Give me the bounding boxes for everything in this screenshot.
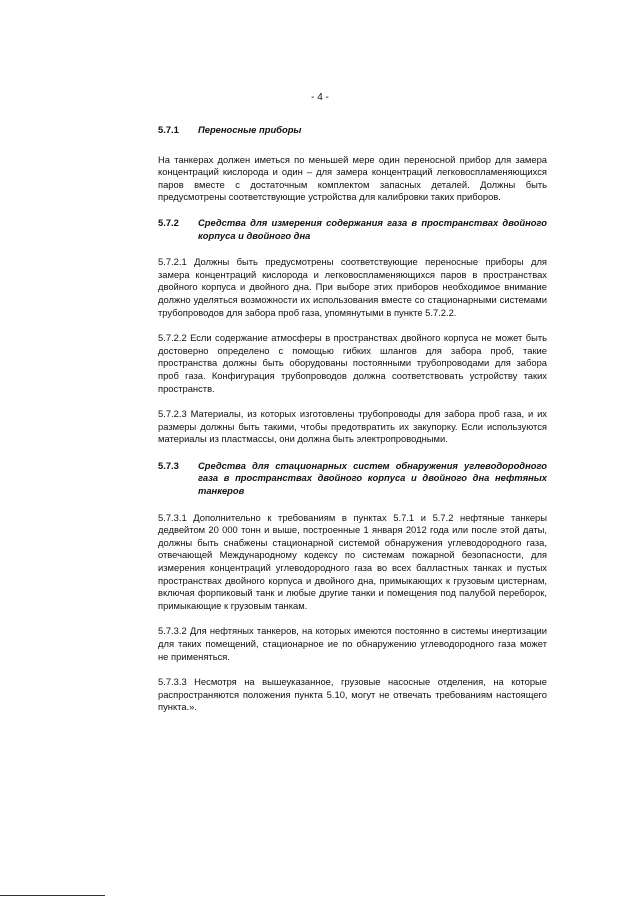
- section-title: Средства для измерения содержания газа в пространствах двойного корпуса и двойного дна: [198, 216, 547, 241]
- paragraph-5-7-3-1: 5.7.3.1 Дополнительно к требованиям в пунктах 5.7.1 и 5.7.2 нефтяные танкеры дедвейтом 20 000 тонн и выше, построенные 1 января 2012 года или после этой даты, должны быть снабжены стационарной системой обнаружения углеводородного газа, отвечающей Международному кодексу по системам пожарной безопасности, для измерения концентраций углеводородного газа во всех балластных танках и пустых пространствах двойного корпуса и двойного дна, примыкающих к грузовым цистернам, включая форпиковый танк и любые другие танки и помещения под палубой переборок, примыкающие к грузовым танкам.: [158, 511, 547, 611]
- section-heading-5-7-2: [158, 217, 547, 242]
- page-number: - 4 -: [311, 92, 329, 103]
- paragraph-5-7-3-2: 5.7.3.2 Для нефтяных танкеров, на которых имеются постоянно в системы инертизации для таких помещений, стационарное ие по обнаружению углеводородного газа может не применяться.: [158, 625, 547, 662]
- paragraph-5-7-2-2: 5.7.2.2 Если содержание атмосферы в пространствах двойного корпуса не может быть достоверно определено с помощью гибких шлангов для забора проб, такие пространства должны быть оборудованы постоянными трубопроводами для забора проб газа. Конфигурация трубопроводов должна соответствовать устройству таких пространств.: [158, 332, 547, 394]
- paragraph-5-7-1: На танкерах должен иметься по меньшей мере один переносной прибор для замера концентраций кислорода и один – для замера концентраций легковоспламеняющихся паров вместе с достаточным комплектом запасных деталей. Должны быть предусмотрены соответствующие устройства для калибровки таких приборов.: [158, 153, 547, 203]
- section-title: Переносные приборы: [198, 124, 302, 135]
- section-title: Средства для стационарных систем обнаружения углеводородного газа в пространствах двойного корпуса и двойного дна нефтяных танкеров: [198, 459, 547, 497]
- paragraph-5-7-3-3: 5.7.3.3 Несмотря на вышеуказанное, грузовые насосные отделения, на которые распространяются положения пункта 5.10, могут не отвечать требованиям настоящего пункта.».: [158, 676, 547, 713]
- paragraph-5-7-2-1: 5.7.2.1 Должны быть предусмотрены соответствующие переносные приборы для замера концентраций кислорода и легковоспламеняющихся паров в пространствах двойного корпуса и двойного дна. При выборе этих приборов необходимое внимание должно уделяться возможности их использования вместе со стационарными системами трубопроводов для забора проб газа, упомянутыми в пункте 5.7.2.2.: [158, 256, 547, 318]
- document-body: [158, 124, 547, 714]
- section-heading-5-7-3: [158, 460, 547, 498]
- section-number: 5.7.2: [158, 216, 179, 228]
- section-heading-5-7-1: [158, 124, 547, 137]
- section-number: 5.7.1: [158, 124, 179, 135]
- section-number: 5.7.3: [158, 459, 179, 471]
- footnote-separator-line: [0, 895, 105, 896]
- paragraph-5-7-2-3: 5.7.2.3 Материалы, из которых изготовлены трубопроводы для забора проб газа, и их размеры должны быть такими, чтобы предотвратить их закупорку. Если используются материалы из пластмассы, они должна быть электропроводными.: [158, 408, 547, 445]
